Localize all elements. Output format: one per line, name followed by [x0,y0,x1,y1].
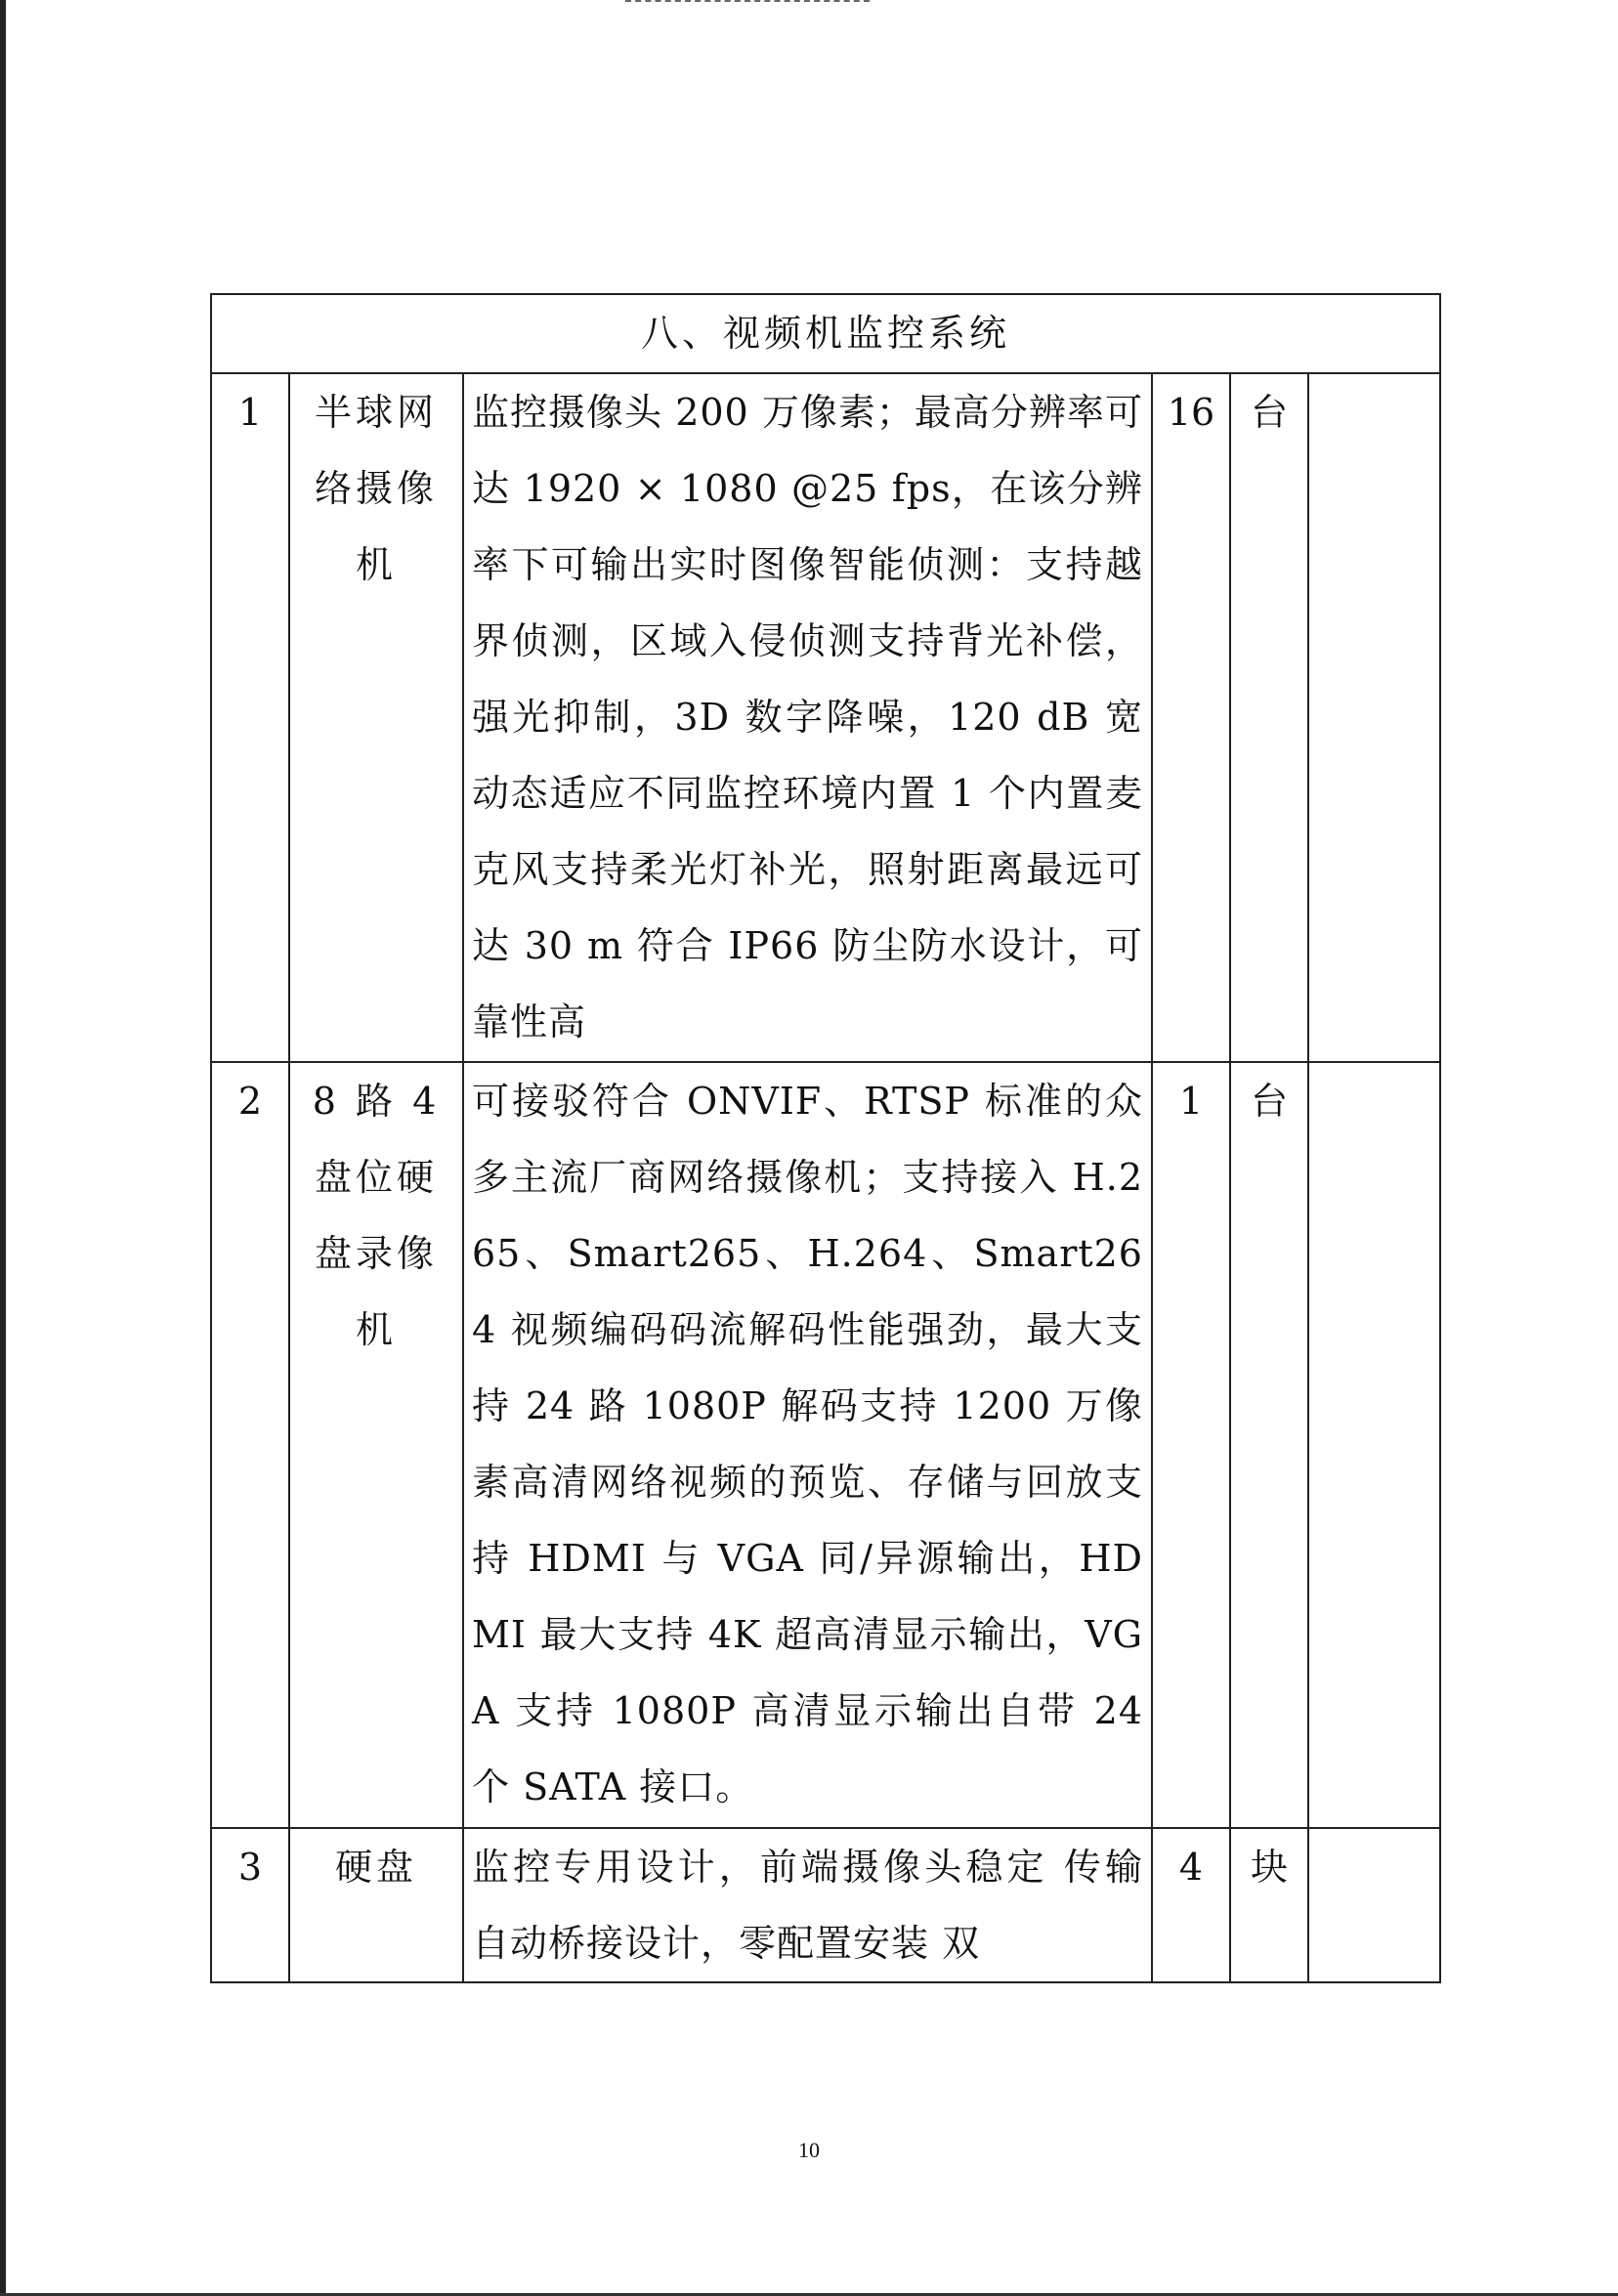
item-number: 3 [211,1828,289,1982]
section-title-row [211,294,1440,373]
scan-top-mark [625,0,870,5]
equipment-spec-table [210,293,1441,1983]
item-name: 硬盘 [289,1828,463,1982]
item-unit: 块 [1230,1828,1308,1982]
table-row [211,1062,1440,1828]
table-row [211,373,1440,1062]
page-number: 10 [798,2138,820,2162]
item-description: 监控专用设计，前端摄像头稳定 传输 自动桥接设计，零配置安装 双 [463,1828,1152,1982]
item-unit: 台 [1230,1062,1308,1828]
item-quantity: 4 [1152,1828,1230,1982]
item-unit: 台 [1230,373,1308,1062]
section-title: 八、视频机监控系统 [211,294,1440,373]
item-description: 可接驳符合 ONVIF、RTSP 标准的众多主流厂商网络摄像机；支持接入 H.265、Smart265、H.264、Smart264 视频编码码流解码性能强劲，最大支持 24 路 1080P 解码支持 1200 万像素高清网络视频的预览、存储与回放支持 HDMI 与 VGA 同/异源输出，HDMI 最大支持 4K 超高清显示输出，VGA 支持 1080P 高清显示输出自带 24 个 SATA 接口。 [463,1062,1152,1828]
scan-left-edge [0,0,6,2296]
item-number: 1 [211,373,289,1062]
item-description: 监控摄像头 200 万像素；最高分辨率可达 1920 × 1080 @25 fps，在该分辨率下可输出实时图像智能侦测：支持越界侦测，区域入侵侦测支持背光补偿，强光抑制，3D 数字降噪，120 dB 宽动态适应不同监控环境内置 1 个内置麦克风支持柔光灯补光，照射距离最远可达 30 m 符合 IP66 防尘防水设计，可靠性高 [463,373,1152,1062]
item-remark [1308,373,1440,1062]
item-name: 8 路 4 盘位硬盘录像机 [289,1062,463,1828]
item-name: 半球网络摄像机 [289,373,463,1062]
table-row [211,1828,1440,1982]
item-quantity: 16 [1152,373,1230,1062]
item-remark [1308,1062,1440,1828]
item-number: 2 [211,1062,289,1828]
item-remark [1308,1828,1440,1982]
item-quantity: 1 [1152,1062,1230,1828]
